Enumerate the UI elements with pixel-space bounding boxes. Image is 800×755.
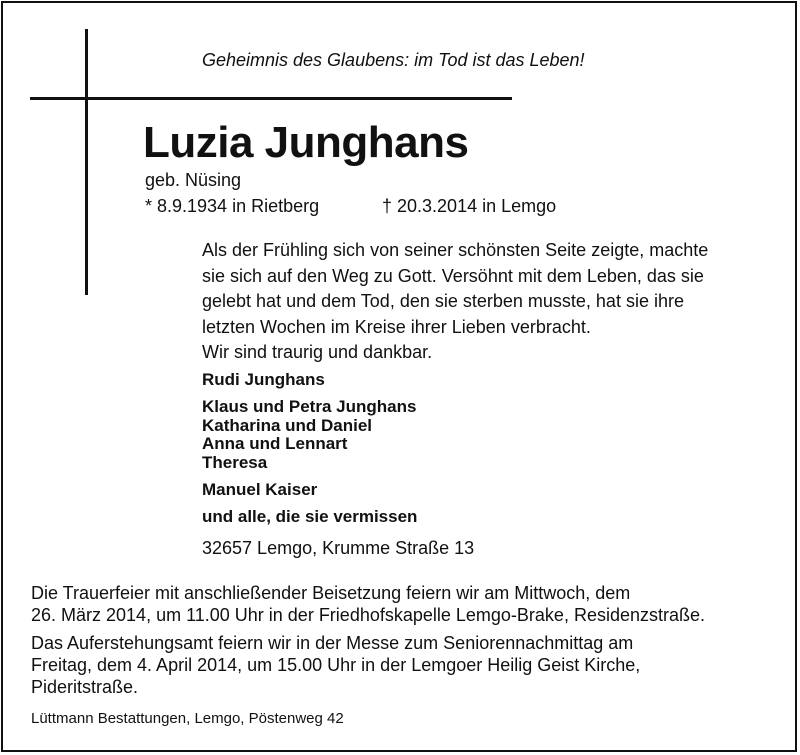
memorial-text [202,238,782,340]
mourners-closing: und alle, die sie vermissen [202,507,418,526]
mourner-name: Anna und Lennart [202,434,348,453]
requiem-mass-notice [31,632,640,698]
family-address: 32657 Lemgo, Krumme Straße 13 [202,538,475,558]
mourner-name: Theresa [202,452,268,472]
memorial-text-line: gelebt hat und dem Tod, den sie sterben musste, hat sie ihre [202,291,684,311]
cross-vertical-bar [85,29,88,295]
cross-horizontal-bar [30,97,512,100]
mourner-name: Klaus und Petra Junghans [202,397,417,416]
motto: Geheimnis des Glaubens: im Tod ist das Leben! [202,50,585,70]
mourner-spouse: Rudi Junghans [202,370,325,389]
death-date-place: † 20.3.2014 in Lemgo [382,196,557,216]
notice-line: Die Trauerfeier mit anschließender Beisetzung feiern wir am Mittwoch, dem [31,583,631,603]
notice-line: Das Auferstehungsamt feiern wir in der Messe zum Seniorennachmittag am [31,633,634,653]
sentiment-line: Wir sind traurig und dankbar. [202,342,433,362]
birth-date-place: * 8.9.1934 in Rietberg [145,196,320,216]
funeral-service-notice [31,582,705,626]
funeral-home: Lüttmann Bestattungen, Lemgo, Pöstenweg 42 [31,710,344,727]
mourner-family-group [202,398,416,472]
deceased-name: Luzia Junghans [143,118,469,167]
notice-line: Freitag, dem 4. April 2014, um 15.00 Uhr in der Lemgoer Heilig Geist Kirche, [31,655,641,675]
mourner-name: Katharina und Daniel [202,415,373,435]
birth-name: geb. Nüsing [145,170,242,190]
mourner-other: Manuel Kaiser [202,480,318,499]
memorial-text-line: sie sich auf den Weg zu Gott. Versöhnt mit dem Leben, das sie [202,265,704,286]
memorial-text-line: Als der Frühling sich von seiner schönsten Seite zeigte, machte [202,240,709,260]
notice-line: 26. März 2014, um 11.00 Uhr in der Friedhofskapelle Lemgo-Brake, Residenzstraße. [31,605,705,625]
notice-line: Pideritstraße. [31,677,139,697]
memorial-text-line: letzten Wochen im Kreise ihrer Lieben verbracht. [202,316,591,337]
